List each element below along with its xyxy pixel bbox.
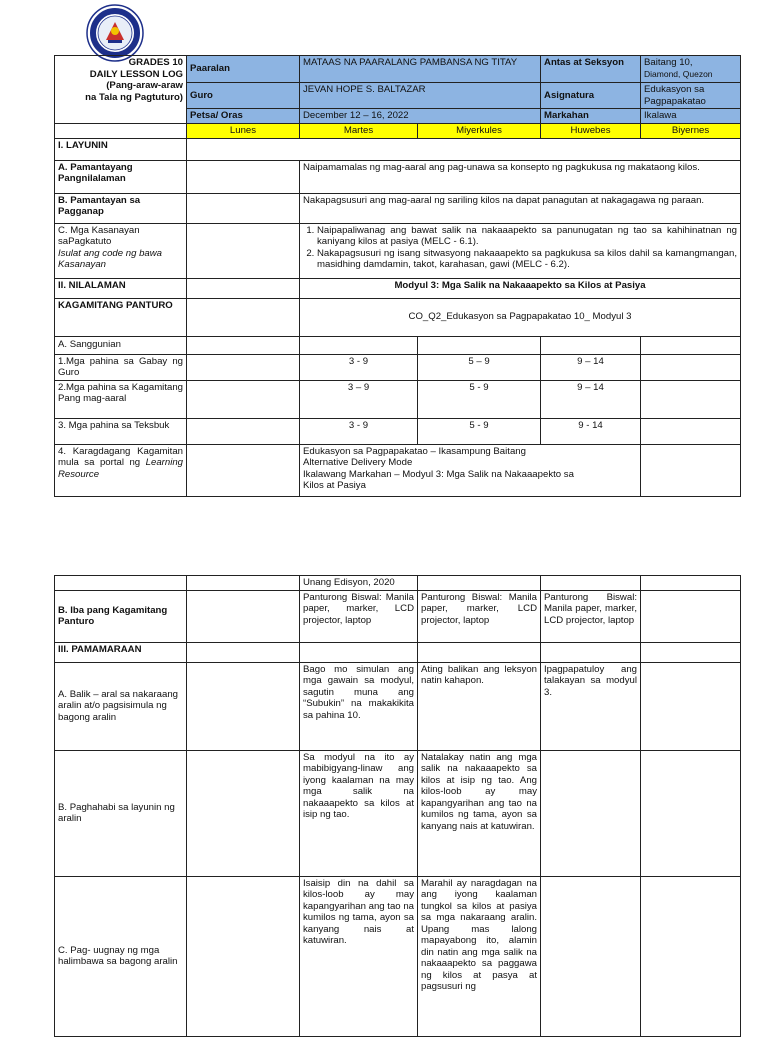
kasanayan-label	[55, 223, 187, 278]
petsa-label: Petsa/ Oras	[187, 109, 300, 124]
magaaral-miyerkules: 5 - 9	[418, 380, 541, 418]
magaaral-lunes	[187, 380, 300, 418]
karagdagang-label	[55, 444, 187, 496]
iba-pang-kagamitan-label: B. Iba pang Kagamitang Panturo	[55, 590, 187, 642]
kasanayan-item-2: 2. Nakapagsusuri ng isang sitwasyong nakaaapekto sa pagkukusa sa kilos dahil sa kamangmangan, masidhing damdamin, takot, karahasan, gawi (MELC - 6.2).	[317, 248, 737, 271]
log-subtitle-1: (Pang-araw-araw	[106, 80, 183, 91]
log-title: DAILY LESSON LOG	[89, 68, 183, 80]
pam-c2	[300, 642, 418, 662]
paghahabi-biyernes	[641, 750, 741, 876]
uugnay-lunes	[187, 876, 300, 1036]
edisyon-value: Unang Edisyon, 2020	[300, 576, 418, 591]
teksbuk-huwebes: 9 - 14	[541, 418, 641, 444]
teksbuk-martes: 3 - 9	[300, 418, 418, 444]
karagdagang-line-3: Ikalawang Markahan – Modyul 3: Mga Salik na Nakaaapekto sa	[303, 468, 574, 480]
karagdagang-line-1: Edukasyon sa Pagpapakatao – Ikasampung Baitang	[303, 445, 526, 457]
pamantayang-lunes	[187, 160, 300, 193]
day-lunes: Lunes	[187, 124, 300, 139]
log-subtitle-2: na Tala ng Pagtuturo)	[85, 91, 183, 103]
balik-miyerkules: Ating balikan ang leksyon natin kahapon.	[418, 662, 541, 750]
karagdagang-label-text: 4. Karagdagang Kagamitan mula sa portal ng	[58, 445, 183, 468]
day-martes: Martes	[300, 124, 418, 139]
layunin-blank	[187, 138, 741, 160]
iba-biyernes	[641, 590, 741, 642]
sanggunian-label: A. Sanggunian	[55, 336, 187, 354]
day-miyerkules: Miyerkules	[418, 124, 541, 139]
pamamaraan-title: III. PAMAMARAAN	[55, 642, 187, 662]
day-biyernes: Biyernes	[641, 124, 741, 139]
karagdagang-value	[300, 444, 641, 496]
pagganap-lunes	[187, 193, 300, 223]
paaralan-label: Paaralan	[187, 56, 300, 83]
uugnay-biyernes	[641, 876, 741, 1036]
kasanayan-label-text: C. Mga Kasanayan saPagkatuto	[58, 224, 140, 247]
magaaral-martes: 3 – 9	[300, 380, 418, 418]
markahan-label: Markahan	[541, 109, 641, 124]
balik-lunes	[187, 662, 300, 750]
gabay-lunes	[187, 354, 300, 380]
teksbuk-label: 3. Mga pahina sa Teksbuk	[55, 418, 187, 444]
sanggunian-c1	[187, 336, 300, 354]
teksbuk-lunes	[187, 418, 300, 444]
days-blank	[55, 124, 187, 139]
pam-c4	[541, 642, 641, 662]
asignatura-label: Asignatura	[541, 83, 641, 109]
iba-lunes	[187, 590, 300, 642]
day-huwebes: Huwebes	[541, 124, 641, 139]
guro-label: Guro	[187, 83, 300, 109]
guro-value: JEVAN HOPE S. BALTAZAR	[300, 83, 541, 109]
magaaral-huwebes: 9 – 14	[541, 380, 641, 418]
uugnay-miyerkules: Marahil ay naragdagan na ang iyong kaalaman tungkol sa kilos at pasiya sa mga nakaraang aralin. Upang mas lalong mapayabong ito, alamin din natin ang mga salik na nakaaapekto sa paggawa ng kilos at pasya at pagsusuri ng	[418, 876, 541, 1036]
grades-label: GRADES 10	[128, 57, 183, 68]
gabay-martes: 3 - 9	[300, 354, 418, 380]
antas-value	[641, 56, 741, 83]
teksbuk-biyernes	[641, 418, 741, 444]
markahan-value: Ikalawa	[641, 109, 741, 124]
magaaral-biyernes	[641, 380, 741, 418]
paaralan-value: MATAAS NA PAARALANG PAMBANSA NG TITAY	[300, 56, 541, 83]
paghahabi-martes: Sa modyul na ito ay mabibigyang-linaw ang iyong kaalaman na may mga salik na nakaaapekto sa kilos at isip ng tao.	[300, 750, 418, 876]
nilalaman-lunes	[187, 278, 300, 298]
sanggunian-c4	[541, 336, 641, 354]
gabay-miyerkules: 5 – 9	[418, 354, 541, 380]
kasanayan-item-1: 1. Naipapaliwanag ang bawat salik na nakaaapekto sa panunugatan ng tao sa kahihinatnan ng kaniyang kilos at pasiya (MELC - 6.1).	[317, 225, 737, 248]
edisyon-c4	[541, 576, 641, 591]
kagamitan-label: KAGAMITANG PANTURO	[55, 298, 187, 336]
kasanayan-lunes	[187, 223, 300, 278]
iba-huwebes: Panturong Biswal: Manila paper, marker, LCD projector, laptop	[541, 590, 641, 642]
pag-uugnay-label: C. Pag- uugnay ng mga halimbawa sa bagong aralin	[55, 876, 187, 1036]
paghahabi-lunes	[187, 750, 300, 876]
pagganap-value: Nakapagsusuri ang mag-aaral ng sariling kilos na dapat panagutan at nakagagawa ng paraan.	[300, 193, 741, 223]
lesson-log-table-page1	[54, 55, 741, 497]
iba-martes: Panturong Biswal: Manila paper, marker, LCD projector, laptop	[300, 590, 418, 642]
sanggunian-c3	[418, 336, 541, 354]
kagamitang-mag-aaral-label: 2.Mga pahina sa Kagamitang Pang mag-aaral	[55, 380, 187, 418]
kagamitan-lunes	[187, 298, 300, 336]
pam-c1	[187, 642, 300, 662]
nilalaman-title: II. NILALAMAN	[55, 278, 187, 298]
edisyon-c3	[418, 576, 541, 591]
gabay-guro-label: 1.Mga pahina sa Gabay ng Guro	[55, 354, 187, 380]
antas-label: Antas at Seksyon	[541, 56, 641, 83]
uugnay-martes: Isaisip din na dahil sa kilos-loob ay may kapangyarihan ang tao na kumilos ng tama, ayon sa kanyang nais at katuwiran.	[300, 876, 418, 1036]
pam-c3	[418, 642, 541, 662]
balik-biyernes	[641, 662, 741, 750]
edisyon-c1	[187, 576, 300, 591]
iba-miyerkules: Panturong Biswal: Manila paper, marker, LCD projector, laptop	[418, 590, 541, 642]
pagganap-label: B. Pamantayan sa Pagganap	[55, 193, 187, 223]
teksbuk-miyerkules: 5 - 9	[418, 418, 541, 444]
log-title-cell	[55, 56, 187, 124]
pam-c5	[641, 642, 741, 662]
deped-seal-icon	[86, 4, 144, 62]
karagdagang-biyernes	[641, 444, 741, 496]
karagdagang-line-2: Alternative Delivery Mode	[303, 457, 413, 468]
pamantayang-value: Naipamamalas ng mag-aaral ang pag-unawa sa konsepto ng pagkukusa ng makataong kilos.	[300, 160, 741, 193]
kasanayan-value	[300, 223, 741, 278]
uugnay-huwebes	[541, 876, 641, 1036]
modyul-title: Modyul 3: Mga Salik na Nakaaapekto sa Kilos at Pasiya	[300, 278, 741, 298]
antas-value-line2: Diamond, Quezon	[644, 68, 713, 79]
lesson-log-table-page2	[54, 575, 741, 1037]
pamantayang-label: A. Pamantayang Pangnilalaman	[55, 160, 187, 193]
kasanayan-note: Isulat ang code ng bawa Kasanayan	[58, 247, 163, 270]
petsa-value: December 12 – 16, 2022	[300, 109, 541, 124]
sanggunian-c2	[300, 336, 418, 354]
edisyon-c0	[55, 576, 187, 591]
karagdagang-label-italic: Learning Resource	[58, 457, 183, 480]
balik-aral-label: A. Balik – aral sa nakaraang aralin at/o pagsisimula ng bagong aralin	[55, 662, 187, 750]
balik-martes: Bago mo simulan ang mga gawain sa modyul, sagutin muna ang “Subukin” na makakikita sa pahina 10.	[300, 662, 418, 750]
sanggunian-c5	[641, 336, 741, 354]
kagamitan-value: CO_Q2_Edukasyon sa Pagpapakatao 10_ Modyul 3	[300, 298, 741, 336]
balik-huwebes: Ipagpapatuloy ang talakayan sa modyul 3.	[541, 662, 641, 750]
karagdagang-lunes	[187, 444, 300, 496]
paghahabi-label: B. Paghahabi sa layunin ng aralin	[55, 750, 187, 876]
paghahabi-miyerkules: Natalakay natin ang mga salik na nakaaapekto sa kilos at isip ng tao. Ang kilos-loob ay may kapangyarihan ang tao na kumilos ng tama, ayon sa kanyang nais at katuwiran.	[418, 750, 541, 876]
asignatura-value: Edukasyon sa Pagpapakatao	[641, 83, 741, 109]
gabay-biyernes	[641, 354, 741, 380]
edisyon-c5	[641, 576, 741, 591]
antas-value-line1: Baitang 10,	[644, 57, 693, 68]
gabay-huwebes: 9 – 14	[541, 354, 641, 380]
layunin-title: I. LAYUNIN	[55, 138, 187, 160]
paghahabi-huwebes	[541, 750, 641, 876]
karagdagang-line-4: Kilos at Pasiya	[303, 480, 366, 491]
